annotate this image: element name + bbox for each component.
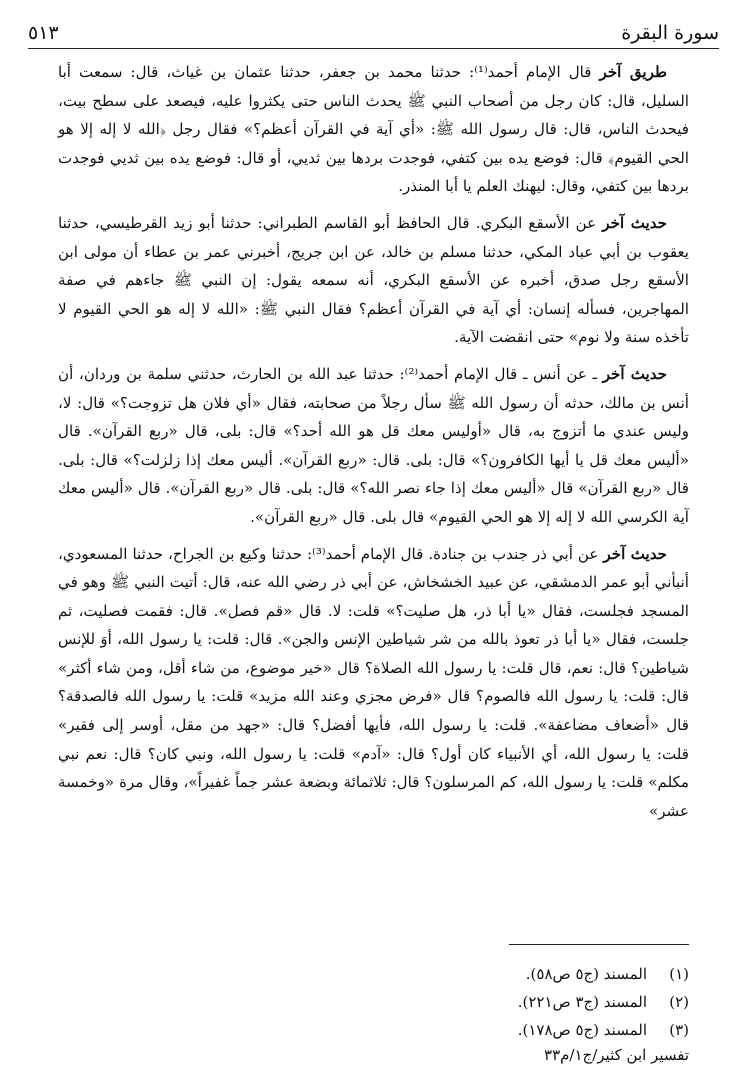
paragraph-lead: حديث آخر [602, 364, 667, 383]
page-footer: تفسير ابن كثير/ج١/م٣٣ [544, 1046, 689, 1064]
paragraph-text: عن أبي ذر جندب بن جنادة. قال الإمام أحمد⁽³⁾: حدثنا وكيع بن الجراح، حدثنا المسعودي، أنبأني أبو عمر الدمشقي، عن عبيد الخشخاش، عن أبي ذر رضي الله عنه، قال: أتيت النبي ﷺ وهو في المسجد فجلست، فقال «يا أبا ذر، هل صليت؟» قلت: لا. قال «قم فصل». قال: فقمت فصليت، ثم جلست، فقال «يا أبا ذر تعوذ بالله من شر شياطين الإنس والجن». قال: قلت: يا رسول الله، أوَ للإنس شياطين؟ قال: نعم، قال قلت: يا رسول الله الصلاة؟ قال «خير موضوع، من شاء أقل، ومن شاء أكثر» قال: قلت: يا رسول الله فالصوم؟ قال «فرض مجزي وعند الله مزيد» قلت: يا رسول الله فالصدقة؟ قال «أضعاف مضاعفة». قلت: يا رسول الله، فأيها أفضل؟ قال: «جهد من مقل، أوسر إلى فقير» قلت: يا رسول الله، أي الأنبياء كان أول؟ قال: «آدم» قلت: يا رسول الله، ونبي كان؟ قال: نعم نبي مكلم» قلت: يا رسول الله، كم المرسلون؟ قال: ثلاثمائة وبضعة عشر جماً غفيراً»، وقال مرة «وخمسة عشر» [58, 544, 689, 820]
footnote [518, 988, 689, 1016]
footnotes [518, 960, 689, 1044]
paragraph-lead: حديث آخر [603, 544, 667, 563]
paragraph-3 [58, 360, 689, 532]
footnote-text: المسند (ج٣ ص٢٢١). [517, 993, 647, 1011]
paragraph-text: ـ عن أنس ـ قال الإمام أحمد⁽²⁾: حدثنا عبد الله بن الحارث، حدثني سلمة بن وردان، أن أنس بن مالك، حدثه أن رسول الله ﷺ سأل رجلاً من صحابته، فقال «أي فلان هل تزوجت؟» قال: لا، وليس عندي ما أتزوج به، قال «أوليس معك قل هو الله أحد؟» قال: بلى، قال «ربع القرآن». قال «أليس معك قل يا أيها الكافرون؟» قال: بلى. قال: «ربع القرآن». أليس معك إذا زلزلت؟» قال: بلى. قال «ربع القرآن» قال «أليس معك إذا جاء نصر الله؟» قال: بلى. قال «ربع القرآن». قال «أليس معك آية الكرسي الله لا إله إلا هو الحي القيوم» قال بلى. قال «ربع القرآن». [58, 364, 689, 526]
paragraph-lead: طريق آخر [599, 63, 667, 81]
paragraph-lead: حديث آخر [602, 213, 667, 232]
footnote-number: (١) [669, 965, 689, 983]
surah-title: سورة البقرة [621, 22, 719, 44]
paragraph-text: عن الأسقع البكري. قال الحافظ أبو القاسم الطبراني: حدثنا أبو زيد القرطيسي، حدثنا يعقوب بن أبي عباد المكي، حدثنا مسلم بن خالد، عن ابن جريج، أخبرني عمر بن عطاء أن مولى ابن الأسقع رجل صدق، أخبره عن الأسقع البكري، أنه سمعه يقول: إن النبي ﷺ جاءهم في صفة المهاجرين، فسأله إنسان: أي آية في القرآن أعظم؟ فقال النبي ﷺ: «الله لا إله هو الحي القيوم لا تأخذه سنة ولا نوم» حتى انقضت الآية. [58, 213, 689, 347]
footnote-divider [509, 944, 689, 945]
page-number: ٥١٣ [28, 22, 59, 44]
footnote-text: المسند (ج٥ ص٥٨). [525, 965, 647, 983]
paragraph-4 [58, 540, 689, 826]
paragraph-2 [58, 209, 689, 352]
footnote [518, 960, 689, 988]
footnote-number: (٣) [669, 1021, 689, 1039]
footnote-number: (٢) [669, 993, 689, 1011]
body-text [58, 58, 689, 833]
paragraph-1 [58, 58, 689, 201]
running-header [28, 22, 719, 49]
footnote-text: المسند (ج٥ ص١٧٨). [517, 1021, 647, 1039]
paragraph-text: قال الإمام أحمد⁽¹⁾: حدثنا محمد بن جعفر، حدثنا عثمان بن غياث، قال: سمعت أبا السليل، قال: كان رجل من أصحاب النبي ﷺ يحدث الناس حتى يكثروا عليه، فيصعد على سطح بيت، فيحدث الناس، قال: قال رسول الله ﷺ: «أي آية في القرآن أعظم؟» فقال رجل ﴿الله لا إله إلا هو الحي القيوم﴾ قال: فوضع يده بين كتفي، فوجدت بردها بين ثديي، أو قال: فوضع يده بين ثديي فوجدت بردها بين كتفي، وقال: ليهنك العلم يا أبا المنذر. [58, 63, 689, 196]
footnote [518, 1016, 689, 1044]
